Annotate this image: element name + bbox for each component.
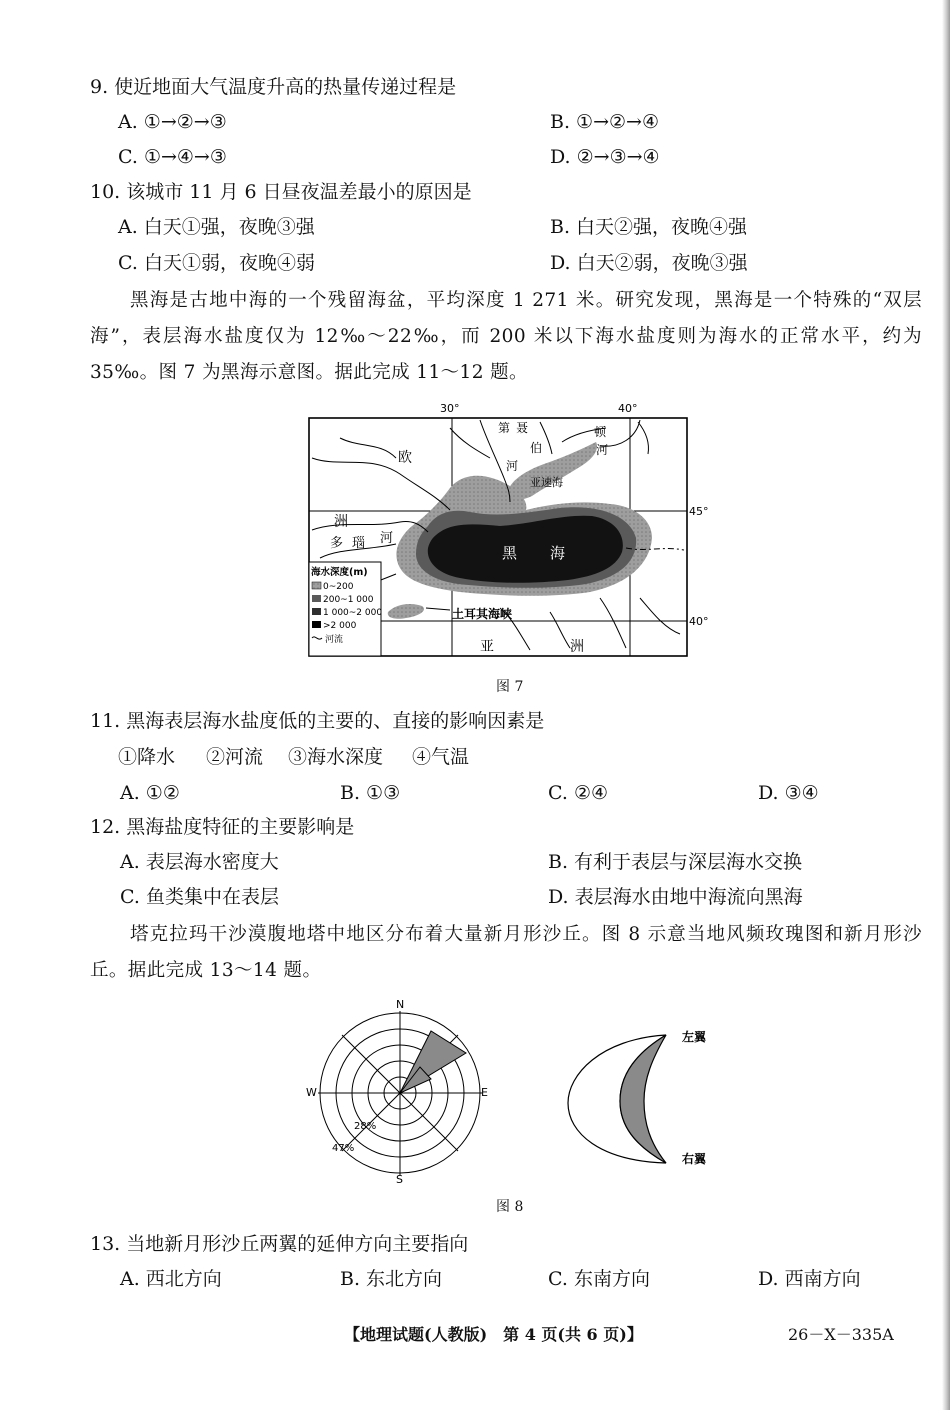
- q12-option-b[interactable]: B. 有利于表层与深层海水交换: [548, 851, 803, 873]
- scan-edge: [942, 0, 950, 1410]
- label-black-sea-1: 黑: [502, 544, 518, 562]
- label-azov-sea: 亚速海: [530, 476, 563, 489]
- rose-label-47: 47%: [332, 1143, 355, 1154]
- q10-stem: 10. 该城市 11 月 6 日昼夜温差最小的原因是: [90, 181, 472, 203]
- compass-w: W: [306, 1086, 317, 1099]
- figure-8-crescent-dune: [560, 1025, 720, 1175]
- label-asia-2: 洲: [570, 639, 584, 655]
- legend-item-0-200: 0~200: [323, 582, 354, 592]
- label-dnieper-3: 伯: [530, 441, 543, 455]
- q12-option-d[interactable]: D. 表层海水由地中海流向黑海: [548, 886, 803, 908]
- label-danube-1: 多: [330, 536, 344, 551]
- legend-item-over-2000: >2 000: [323, 621, 357, 631]
- page-footer: 【地理试题(人教版) 第 4 页(共 6 页)】: [344, 1325, 643, 1344]
- q9-option-d[interactable]: D. ②→③→④: [550, 146, 660, 168]
- q11-option-a[interactable]: A. ①②: [120, 782, 180, 804]
- q9-stem: 9. 使近地面大气温度升高的热量传递过程是: [90, 76, 457, 98]
- q12-option-c[interactable]: C. 鱼类集中在表层: [120, 886, 279, 908]
- label-asia-1: 亚: [480, 639, 494, 655]
- q13-option-d[interactable]: D. 西南方向: [758, 1268, 861, 1290]
- label-dnieper-2: 聂: [516, 421, 529, 435]
- lon-label-30: 30°: [440, 402, 460, 415]
- q11-factor-2: ②河流: [206, 746, 264, 768]
- q13-option-c[interactable]: C. 东南方向: [548, 1268, 650, 1290]
- figure-8-wind-rose: [300, 995, 500, 1185]
- rose-label-28: 28%: [354, 1121, 377, 1132]
- q13-option-a[interactable]: A. 西北方向: [120, 1268, 222, 1290]
- legend-item-1000-2000: 1 000~2 000: [323, 608, 383, 618]
- label-dnieper-4: 河: [506, 459, 519, 473]
- q11-factor-3: ③海水深度: [288, 746, 384, 768]
- legend-item-200-1000: 200~1 000: [323, 595, 374, 605]
- figure-7-caption: 图 7: [496, 679, 524, 695]
- passage-black-sea: 黑海是古地中海的一个残留海盆，平均深度 1 271 米。研究发现，黑海是一个特殊的“双层海”，表层海水盐度仅为 12‰～22‰，而 200 米以下海水盐度则为海水的正常水平，约为 35‰。图 7 为黑海示意图。据此完成 11～12 题。: [90, 290, 922, 383]
- figure-8-caption: 图 8: [496, 1199, 524, 1215]
- q12-option-a[interactable]: A. 表层海水密度大: [120, 851, 279, 873]
- label-danube-3: 河: [380, 531, 394, 546]
- label-europe-2: 洲: [334, 514, 348, 530]
- compass-e: E: [481, 1086, 488, 1099]
- q11-option-d[interactable]: D. ③④: [758, 782, 819, 804]
- label-turkish-strait: 土耳其海峡: [452, 607, 513, 621]
- lat-label-45: 45°: [689, 505, 709, 518]
- map-legend: [309, 562, 382, 656]
- label-left-wing: 左翼: [682, 1030, 707, 1044]
- q11-factor-1: ①降水: [118, 746, 176, 768]
- legend-item-river: 河流: [325, 635, 344, 645]
- q10-option-c[interactable]: C. 白天①弱，夜晚④弱: [118, 252, 315, 274]
- label-dnieper-1: 第: [498, 421, 511, 435]
- deep-basin: [428, 516, 623, 583]
- q10-option-b[interactable]: B. 白天②强，夜晚④强: [550, 216, 748, 238]
- lat-label-40: 40°: [689, 615, 709, 628]
- q12-stem: 12. 黑海盐度特征的主要影响是: [90, 816, 355, 838]
- label-don-1: 顿: [594, 425, 607, 439]
- q9-option-a[interactable]: A. ①→②→③: [118, 111, 227, 133]
- label-black-sea-2: 海: [550, 544, 566, 562]
- passage-taklimakan: 塔克拉玛干沙漠腹地塔中地区分布着大量新月形沙丘。图 8 示意当地风频玫瑰图和新月形沙丘。据此完成 13～14 题。: [90, 924, 922, 981]
- label-danube-2: 瑙: [352, 536, 366, 551]
- lon-label-40: 40°: [618, 402, 638, 415]
- q11-factor-4: ④气温: [412, 746, 470, 768]
- q9-option-c[interactable]: C. ①→④→③: [118, 146, 227, 168]
- q10-option-a[interactable]: A. 白天①强，夜晚③强: [118, 216, 315, 238]
- compass-s: S: [396, 1173, 403, 1186]
- paper-code: 26－X－335A: [788, 1325, 894, 1344]
- figure-7-black-sea-map: [300, 398, 709, 660]
- q13-stem: 13. 当地新月形沙丘两翼的延伸方向主要指向: [90, 1233, 469, 1255]
- label-europe-1: 欧: [398, 450, 412, 466]
- q13-option-b[interactable]: B. 东北方向: [340, 1268, 443, 1290]
- q11-option-b[interactable]: B. ①③: [340, 782, 401, 804]
- label-don-2: 河: [596, 443, 609, 457]
- q9-option-b[interactable]: B. ①→②→④: [550, 111, 659, 133]
- legend-title: 海水深度(m): [311, 567, 368, 578]
- q11-stem: 11. 黑海表层海水盐度低的主要的、直接的影响因素是: [90, 710, 545, 732]
- label-right-wing: 右翼: [682, 1152, 707, 1166]
- q11-option-c[interactable]: C. ②④: [548, 782, 609, 804]
- compass-n: N: [396, 998, 405, 1011]
- q10-option-d[interactable]: D. 白天②弱，夜晚③强: [550, 252, 748, 274]
